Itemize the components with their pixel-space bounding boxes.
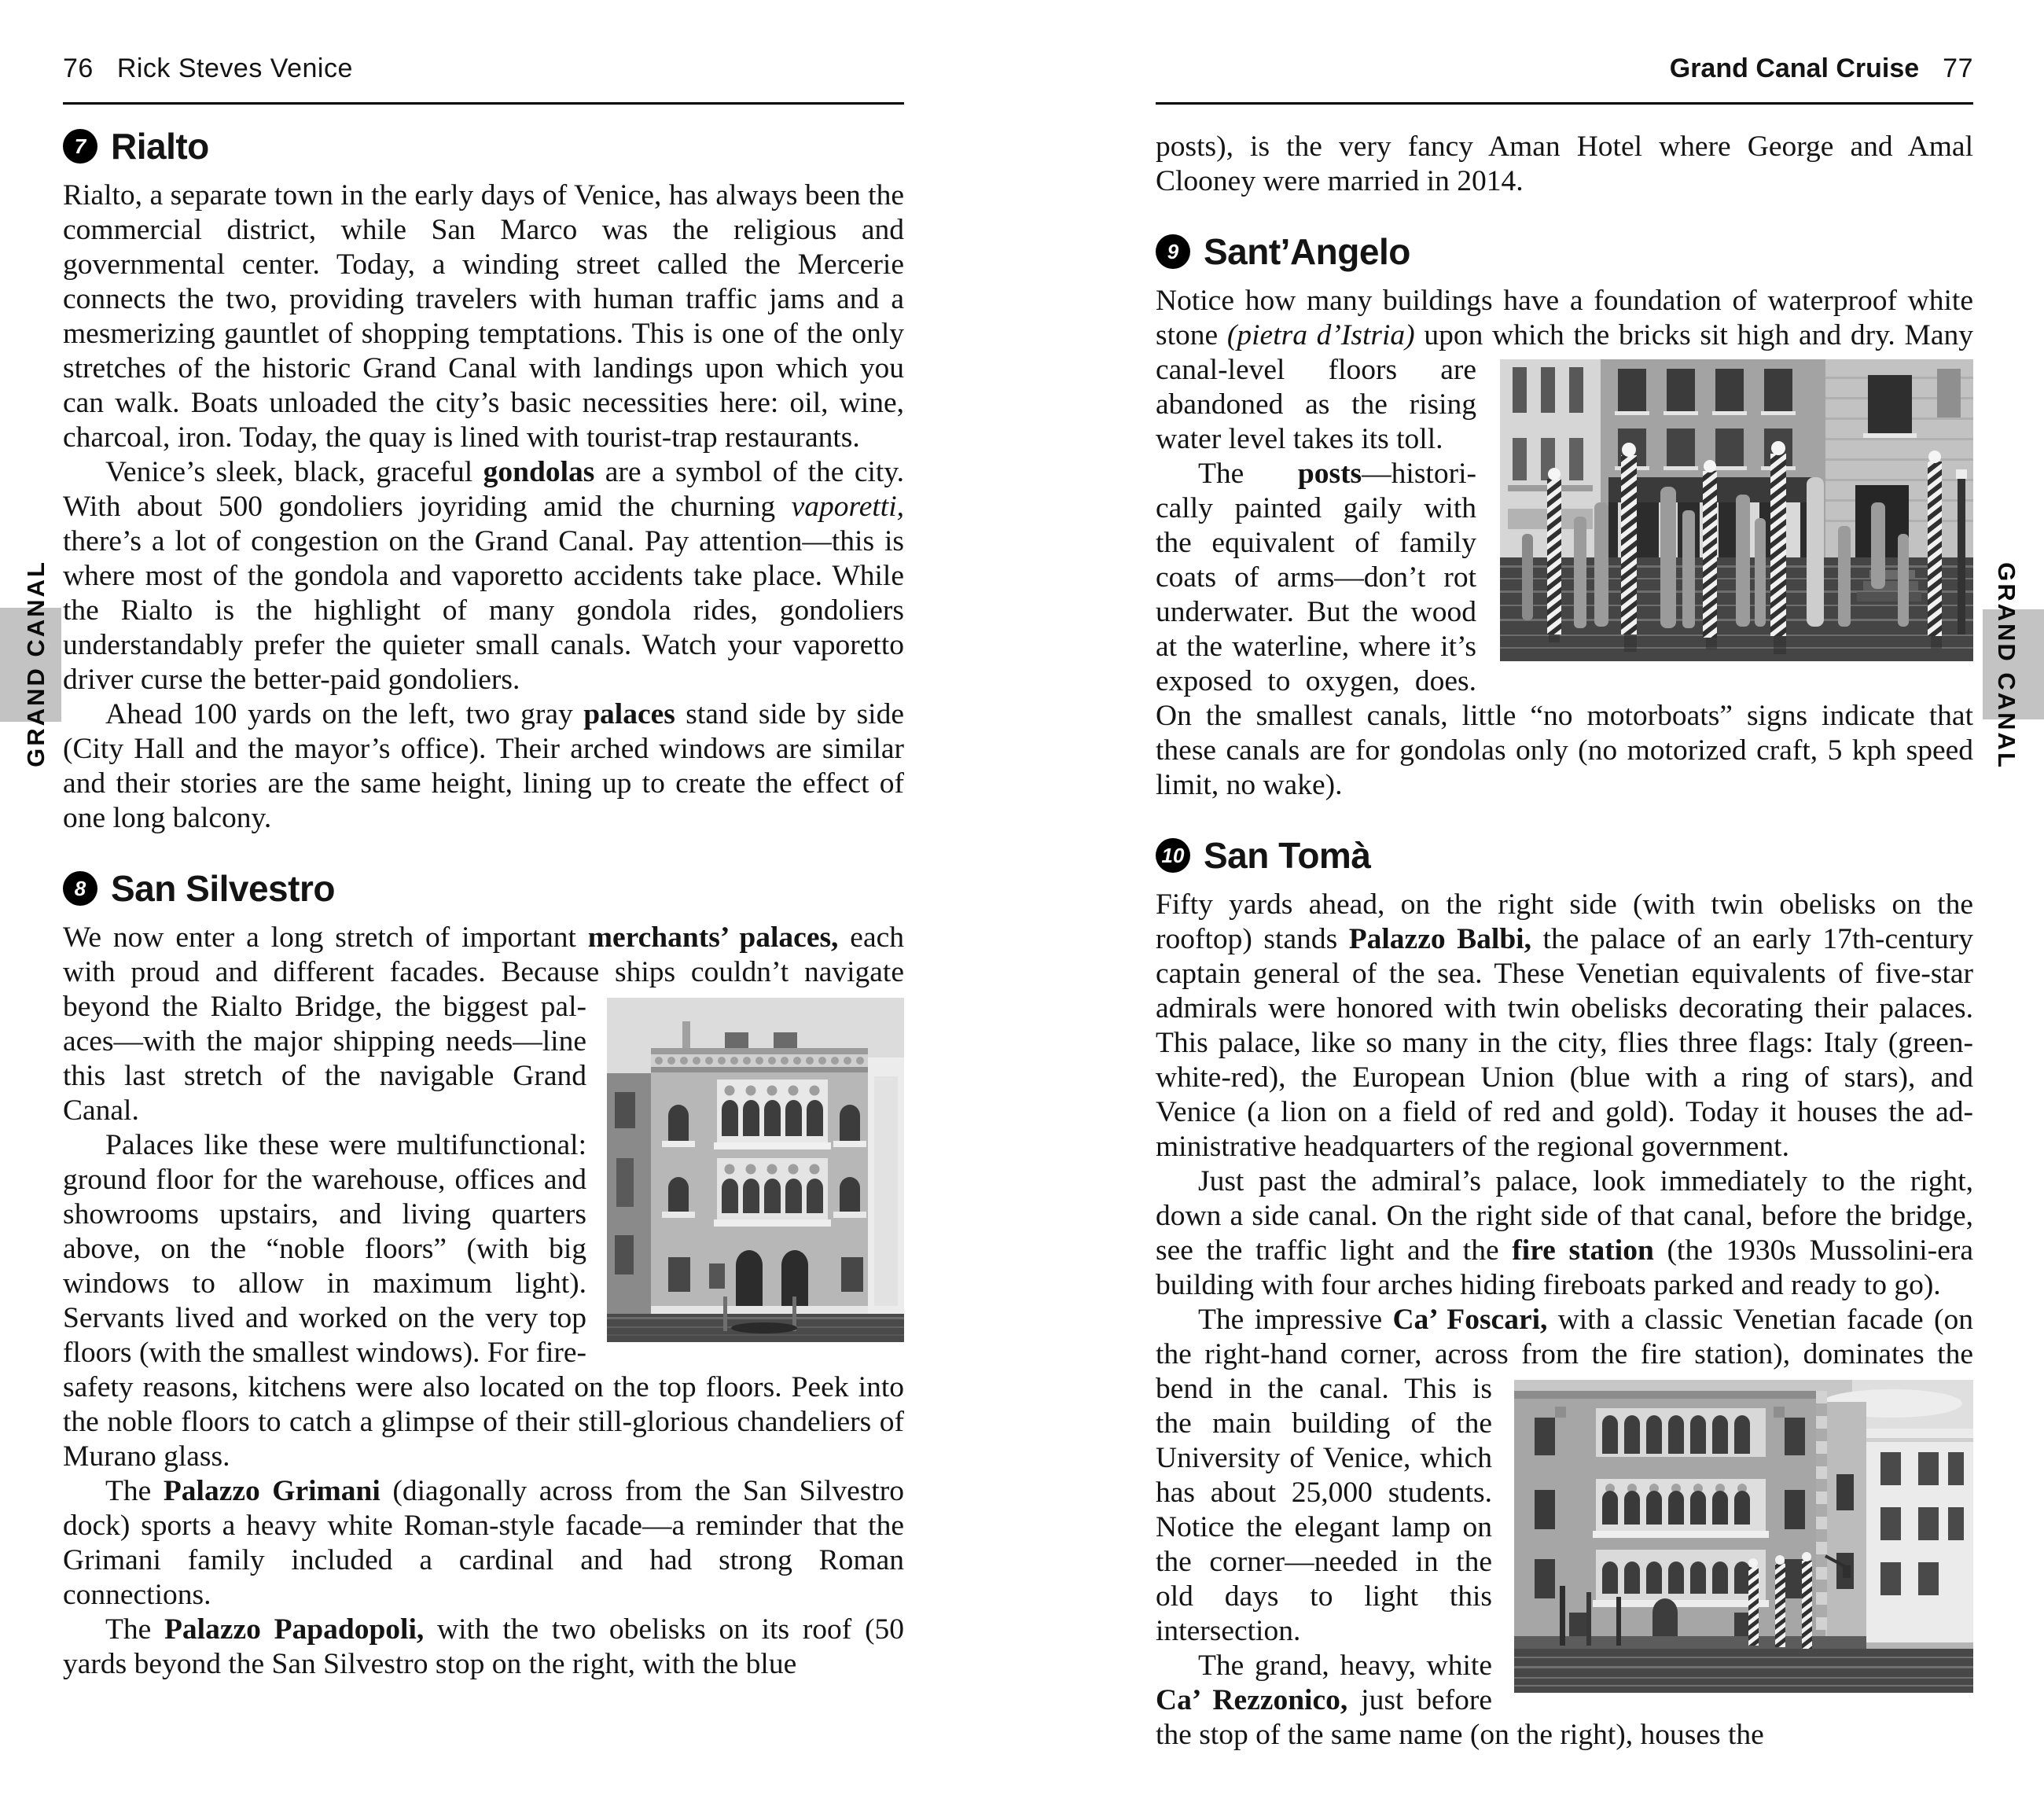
section-san-silvestro xyxy=(63,869,904,1682)
paragraph-san-toma-4: The grand, heavy, white Ca’ Rezzonico, just before the stop of the same name (on the right), houses the xyxy=(1156,1650,1764,1751)
paragraph-san-toma-1: Fifty yards ahead, on the right side (with twin obelisks on the rooftop) stands Palazzo Balbi, the palace of an early 17th-century captain general of the sea. These Venetian equivalents of five-star admirals were honored with twin obelisks decorating their palaces. This palace, like so many in the city, flies three flags: Italy (green-white-red), the European Union (blue with a ring of stars), and Venice (a lion on a field of red and gold). Today it houses the administrative headquarters of the regional government. xyxy=(1156,888,1973,1163)
photo-canal-posts xyxy=(1500,359,1973,661)
section-san-toma xyxy=(1156,836,1973,1753)
paragraph-san-silvestro-1 xyxy=(63,921,904,1128)
section-title: San Silvestro xyxy=(111,868,335,909)
stop-7-number-icon: 7 xyxy=(63,129,97,164)
section-title: Rialto xyxy=(111,126,209,167)
stop-9-number-icon: 9 xyxy=(1156,234,1190,269)
text-run: The impressive Ca’ Foscari, with a classic Venetian facade (on the right-hand corner, across from the fire station), dominates xyxy=(1156,1304,1973,1370)
photo-merchants-palace xyxy=(607,998,904,1342)
text-run: the bend in the canal. This is the main building of the University of Venice, which has about 25,000 students. Notice the elegant lamp on the corner—needed in the old days to light this intersection. xyxy=(1156,1338,1973,1647)
photo-ca-foscari-svg xyxy=(1514,1380,1973,1693)
chapter-title: Grand Canal Cruise xyxy=(1669,53,1920,83)
paragraph-sant-angelo-2: The posts—historically painted gaily with the equivalent of family coats of arms—don’t rot underwater. But the wood at the waterline, where it’s exposed to oxygen, does. On the smallest canals, little “no motorboats” signs indicate that these canals are for gondolas only (no motorized craft, 5 kph speed limit, no wake). xyxy=(1156,458,1973,801)
page-left xyxy=(63,52,904,1682)
photo-canal-posts-svg xyxy=(1500,359,1973,661)
paragraph-san-toma-2: Just past the admiral’s palace, look immediately to the right, down a side canal. On the right side of that canal, before the bridge, see the traffic light and the fire station (the 1930s Mussolini-era building with four arches hiding fireboats parked and ready to go). xyxy=(1156,1165,1973,1301)
stop-8-number-icon: 8 xyxy=(63,871,97,906)
text-run: Notice how many buildings have a foundation of waterproof white stone (pietra d’Istria) upon which the bricks sit high and dry. Many xyxy=(1156,285,1973,351)
section-heading-rialto xyxy=(63,127,904,166)
section-rialto xyxy=(63,127,904,836)
section-heading-sant-angelo xyxy=(1156,232,1973,271)
text-run: canal-level floors are abandoned as the rising water level takes its toll. xyxy=(1156,354,1476,455)
paragraph-san-silvestro-4: The Palazzo Papadopoli, with the two obelisks on its roof (50 yards beyond the San Silvestro stop on the right, with the blue xyxy=(63,1613,904,1680)
photo-ca-foscari xyxy=(1514,1380,1973,1693)
paragraph-continuation: posts), is the very fancy Aman Hotel where George and Amal Clooney were married in 2014. xyxy=(1156,131,1973,197)
page-right xyxy=(1156,52,1973,1753)
paragraph-rialto-3: Ahead 100 yards on the left, two gray palaces stand side by side (City Hall and the mayor’s office). Their arched windows are similar and their stories are the same height, lining up to create the effect of one long balcony. xyxy=(63,698,904,834)
section-title: San Tomà xyxy=(1204,835,1371,876)
photo-merchants-palace-svg xyxy=(607,998,904,1342)
paragraph-rialto-1: Rialto, a separate town in the early days of Venice, has always been the commercial district, while San Marco was the religious and governmental center. Today, a winding street called the Mercerie connects the two, providing travelers with human traffic jams and a mesmerizing gauntlet of shopping temptations. This is one of the only stretches of the historic Grand Canal with landings upon which you can walk. Boats unloaded the city’s basic necessities here: oil, wine, charcoal, iron. Today, the quay is lined with tourist-trap restaurants. xyxy=(63,179,904,454)
section-sant-angelo xyxy=(1156,232,1973,803)
grand-canal-tab-left-label: GRAND CANAL xyxy=(22,560,50,767)
paragraph-sant-angelo-1 xyxy=(1156,284,1973,457)
section-heading-san-silvestro xyxy=(63,869,904,908)
page-number-left: 76 xyxy=(63,53,94,83)
text-run: We now enter a long stretch of important merchants’ palaces, each with proud and different facades. Because ships couldn’t navigate xyxy=(63,921,904,988)
page-header-right xyxy=(1156,52,1973,105)
paragraph-san-silvestro-2: Palaces like these were multifunctional: ground floor for the warehouse, offices and showrooms upstairs, and living quarters above, on the “noble floors” (with big windows to allow in maximum light). Servants lived and worked on the very top floors (with the smallest windows). For fire-safety reasons, kitchens were also located on the top floors. Peek into the noble floors to catch a glimpse of their still-glorious chandeliers of Murano glass. xyxy=(63,1129,904,1473)
paragraph-san-silvestro-3: The Palazzo Grimani (diagonally across from the San Silvestro dock) sports a heavy white Roman-style facade—a reminder that the Grimani family included a cardinal and had strong Roman connections. xyxy=(63,1475,905,1611)
grand-canal-tab-right-label: GRAND CANAL xyxy=(1993,562,2020,770)
book-title: Rick Steves Venice xyxy=(116,53,353,83)
page-number-right: 77 xyxy=(1943,53,1973,83)
section-title: Sant’Angelo xyxy=(1204,231,1410,272)
paragraph-rialto-2: Venice’s sleek, black, graceful gondolas are a symbol of the city. With about 500 gondoliers joyriding amid the churning vaporetti, there’s a lot of congestion on the Grand Canal. Pay attention—this is where most of the gondola and vaporetto accidents take place. While the Rialto is the highlight of many gondola rides, gondoliers understandably prefer the quieter small canals. Watch your vaporetto driver curse the better-paid gondoliers. xyxy=(63,456,905,696)
section-heading-san-toma xyxy=(1156,836,1973,875)
text-run: beyond the Rialto Bridge, the biggest palaces—with the major shipping needs—line this last stretch of the navigable Grand Canal. xyxy=(63,991,586,1127)
page-header-left xyxy=(63,52,904,105)
stop-10-number-icon: 10 xyxy=(1156,838,1190,873)
paragraph-san-toma-3 xyxy=(1156,1303,1973,1649)
